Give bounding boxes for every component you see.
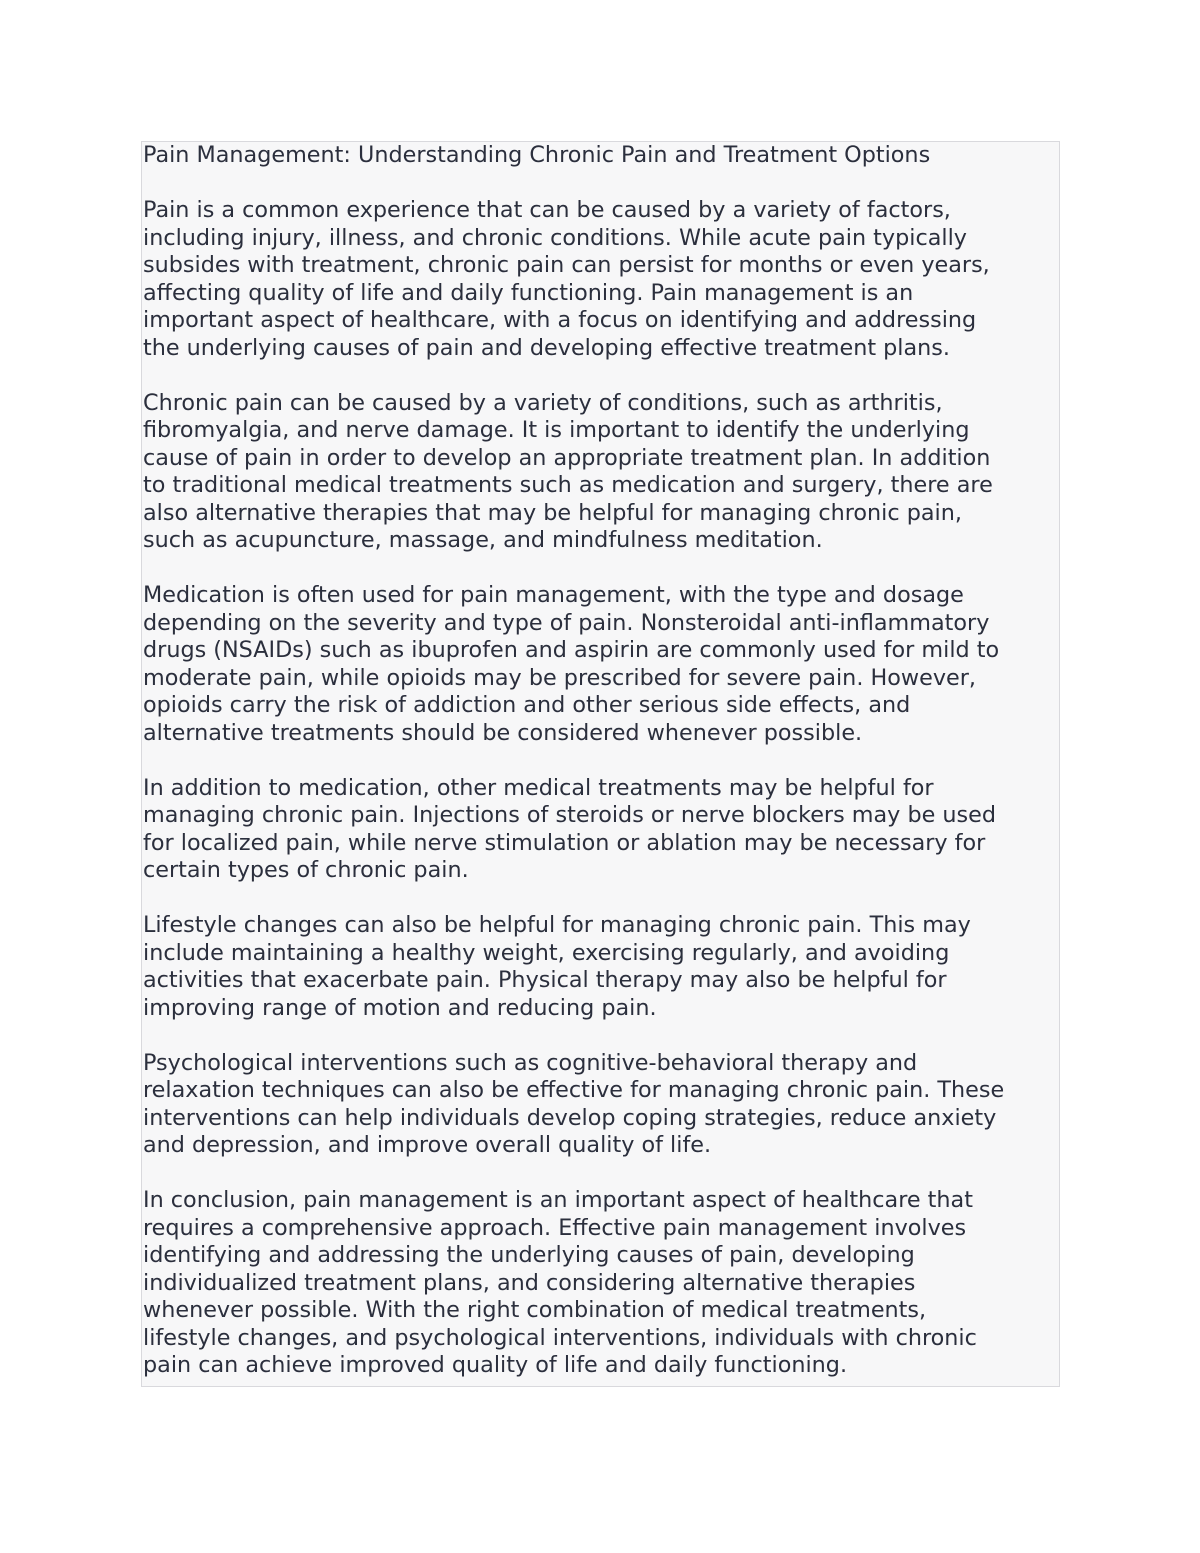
paragraph-line: for localized pain, while nerve stimulation or ablation may be necessary for [143, 829, 986, 856]
paragraph-line: opioids carry the risk of addiction and other serious side effects, and [143, 692, 911, 718]
blank-line [143, 555, 1059, 583]
paragraph-line: the underlying causes of pain and developing effective treatment plans. [143, 334, 950, 361]
paragraph-4 [143, 775, 1059, 885]
paragraph-line: Lifestyle changes can also be helpful for managing chronic pain. This may [143, 912, 971, 938]
paragraph-line: Medication is often used for pain management, with the type and dosage [143, 582, 964, 608]
paragraph-line: Psychological interventions such as cognitive-behavioral therapy and [143, 1049, 918, 1076]
paragraph-line: interventions can help individuals develop coping strategies, reduce anxiety [143, 1104, 997, 1131]
paragraph-line: In conclusion, pain management is an important aspect of healthcare that [143, 1187, 973, 1213]
paragraph-line: Pain is a common experience that can be caused by a variety of factors, [143, 197, 951, 223]
paragraph-line: requires a comprehensive approach. Effective pain management involves [143, 1214, 967, 1241]
blank-line [143, 170, 1059, 198]
paragraph-line: to traditional medical treatments such as medication and surgery, there are [143, 472, 993, 498]
paragraph-2 [143, 390, 1059, 555]
paragraph-6 [143, 1050, 1059, 1160]
paragraph-line: moderate pain, while opioids may be prescribed for severe pain. However, [143, 664, 977, 691]
paragraph-line: certain types of chronic pain. [143, 857, 469, 883]
paragraph-line: important aspect of healthcare, with a focus on identifying and addressing [143, 307, 977, 333]
paragraph-line: identifying and addressing the underlying causes of pain, developing [143, 1242, 915, 1268]
paragraph-line: Chronic pain can be caused by a variety of conditions, such as arthritis, [143, 389, 943, 416]
blank-line [143, 1160, 1059, 1188]
paragraph-line: pain can achieve improved quality of life and daily functioning. [143, 1352, 848, 1378]
paragraph-line: also alternative therapies that may be helpful for managing chronic pain, [143, 499, 962, 526]
paragraph-line: subsides with treatment, chronic pain can persist for months or even years, [143, 252, 990, 278]
paragraph-line: include maintaining a healthy weight, exercising regularly, and avoiding [143, 939, 950, 966]
paragraph-line: improving range of motion and reducing pain. [143, 994, 657, 1021]
paragraph-line: depending on the severity and type of pain. Nonsteroidal anti-inflammatory [143, 609, 990, 636]
paragraph-5 [143, 912, 1059, 1022]
paragraph-3 [143, 582, 1059, 747]
paragraph-7 [143, 1187, 1059, 1380]
paragraph-line: affecting quality of life and daily functioning. Pain management is an [143, 279, 914, 306]
blank-line [143, 747, 1059, 775]
paragraph-line: In addition to medication, other medical treatments may be helpful for [143, 774, 934, 801]
paragraph-line: lifestyle changes, and psychological interventions, individuals with chronic [143, 1324, 977, 1351]
blank-line [143, 1022, 1059, 1050]
paragraph-1 [143, 197, 1059, 362]
blank-line [143, 362, 1059, 390]
paragraph-line: alternative treatments should be considered whenever possible. [143, 719, 863, 746]
paragraph-line: such as acupuncture, massage, and mindfulness meditation. [143, 527, 823, 553]
paragraph-line: activities that exacerbate pain. Physical therapy may also be helpful for [143, 967, 947, 993]
paragraph-line: cause of pain in order to develop an appropriate treatment plan. In addition [143, 444, 991, 471]
document-title: Pain Management: Understanding Chronic Pain and Treatment Options [143, 142, 931, 168]
paragraph-line: whenever possible. With the right combination of medical treatments, [143, 1297, 927, 1323]
paragraph-line: and depression, and improve overall quality of life. [143, 1132, 712, 1158]
paragraph-line: including injury, illness, and chronic conditions. While acute pain typically [143, 224, 967, 251]
blank-line [143, 885, 1059, 913]
paragraph-line: managing chronic pain. Injections of steroids or nerve blockers may be used [143, 802, 997, 828]
paragraph-line: individualized treatment plans, and considering alternative therapies [143, 1269, 916, 1296]
paragraph-line: fibromyalgia, and nerve damage. It is important to identify the underlying [143, 417, 970, 443]
paragraph-line: drugs (NSAIDs) such as ibuprofen and aspirin are commonly used for mild to [143, 637, 1000, 663]
document-text-box [141, 141, 1060, 1387]
paragraph-line: relaxation techniques can also be effective for managing chronic pain. These [143, 1077, 1005, 1103]
